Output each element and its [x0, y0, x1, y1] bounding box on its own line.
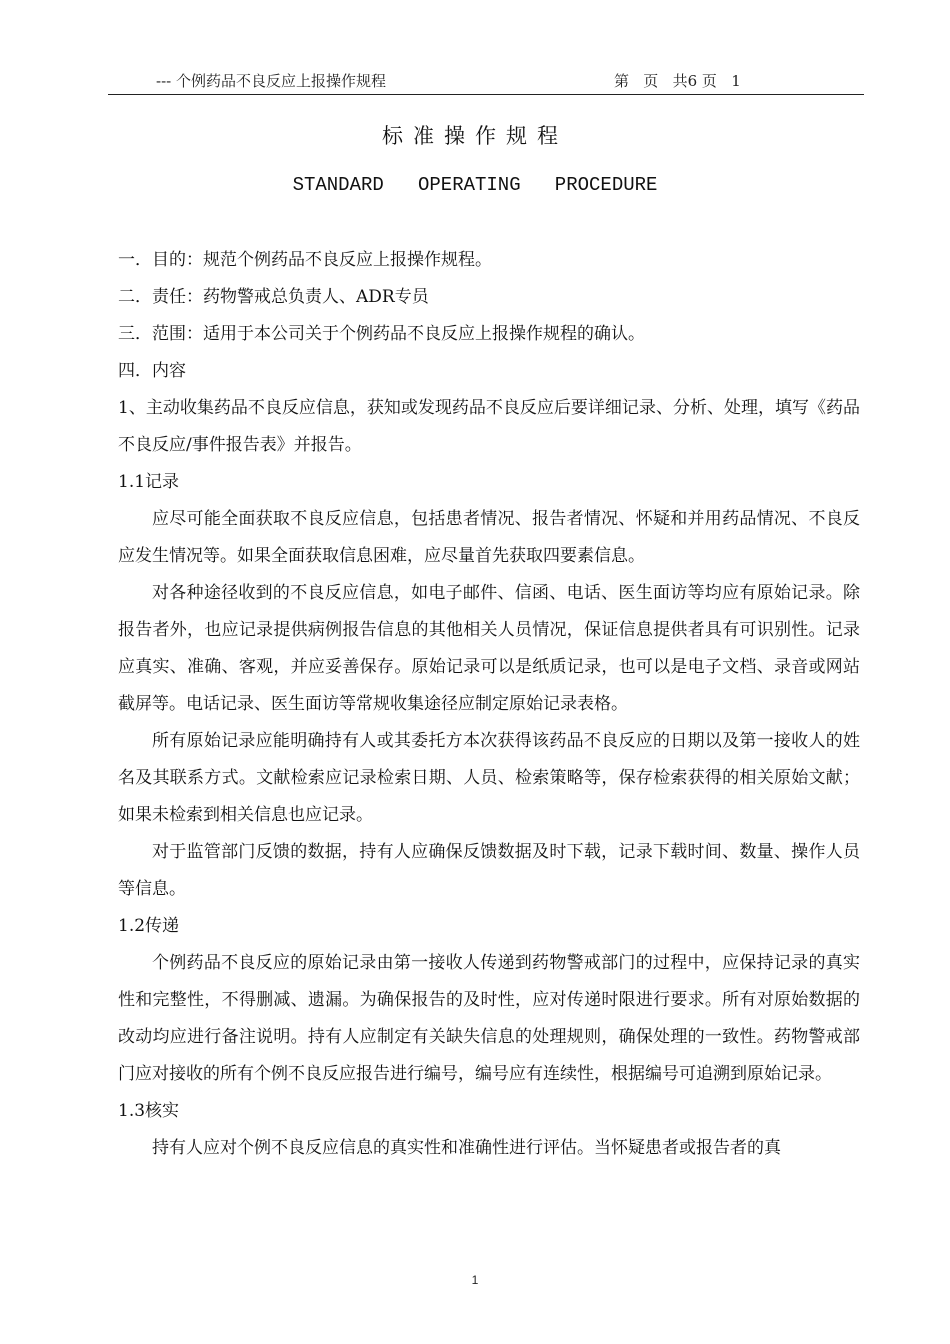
body-paragraph: 个例药品不良反应的原始记录由第一接收人传递到药物警戒部门的过程中，应保持记录的真实性和完整性，不得删减、遗漏。为确保报告的及时性，应对传递时限进行要求。所有对原始数据的改动均应进行备注说明。持有人应制定有关缺失信息的处理规则，确保处理的一致性。药物警戒部门应对接收的所有个例不良反应报告进行编号，编号应有连续性，根据编号可追溯到原始记录。: [118, 953, 860, 1084]
body-paragraph: 二．责任：药物警戒总负责人、ADR专员: [118, 287, 429, 307]
page-footer-number: 1: [471, 1273, 479, 1287]
page-title: 标准操作规程: [382, 124, 568, 148]
body-paragraph: 四．内容: [118, 361, 186, 381]
body-paragraph: 1.2传递: [118, 916, 180, 936]
body-paragraph: 1.1记录: [118, 472, 180, 492]
body-paragraph: 1.3核实: [118, 1101, 180, 1121]
header-document-title: --- 个例药品不良反应上报操作规程: [156, 72, 386, 90]
body-paragraph: 持有人应对个例不良反应信息的真实性和准确性进行评估。当怀疑患者或报告者的真: [152, 1138, 781, 1158]
body-paragraph: 对各种途径收到的不良反应信息，如电子邮件、信函、电话、医生面访等均应有原始记录。除报告者外，也应记录提供病例报告信息的其他相关人员情况，保证信息提供者具有可识别性。记录应真实、准确、客观，并应妥善保存。原始记录可以是纸质记录，也可以是电子文档、录音或网站截屏等。电话记录、医生面访等常规收集途径应制定原始记录表格。: [118, 583, 860, 714]
body-paragraph: 所有原始记录应能明确持有人或其委托方本次获得该药品不良反应的日期以及第一接收人的姓名及其联系方式。文献检索应记录检索日期、人员、检索策略等，保存检索获得的相关原始文献；如果未检索到相关信息也应记录。: [118, 731, 860, 825]
document-body: [118, 242, 860, 1167]
body-paragraph: 三．范围：适用于本公司关于个例药品不良反应上报操作规程的确认。: [118, 324, 645, 344]
body-paragraph: 对于监管部门反馈的数据，持有人应确保反馈数据及时下载，记录下载时间、数量、操作人员等信息。: [118, 842, 860, 899]
page-header: [108, 68, 864, 95]
body-paragraph: 一．目的：规范个例药品不良反应上报操作规程。: [118, 250, 492, 270]
body-paragraph: 1、主动收集药品不良反应信息，获知或发现药品不良反应后要详细记录、分析、处理，填写《药品不良反应/事件报告表》并报告。: [118, 398, 860, 455]
body-paragraph: 应尽可能全面获取不良反应信息，包括患者情况、报告者情况、怀疑和并用药品情况、不良反应发生情况等。如果全面获取信息困难，应尽量首先获取四要素信息。: [118, 509, 860, 566]
header-page-info: 第 页 共6 页 1: [614, 72, 741, 90]
page-subtitle: STANDARD OPERATING PROCEDURE: [292, 174, 658, 196]
